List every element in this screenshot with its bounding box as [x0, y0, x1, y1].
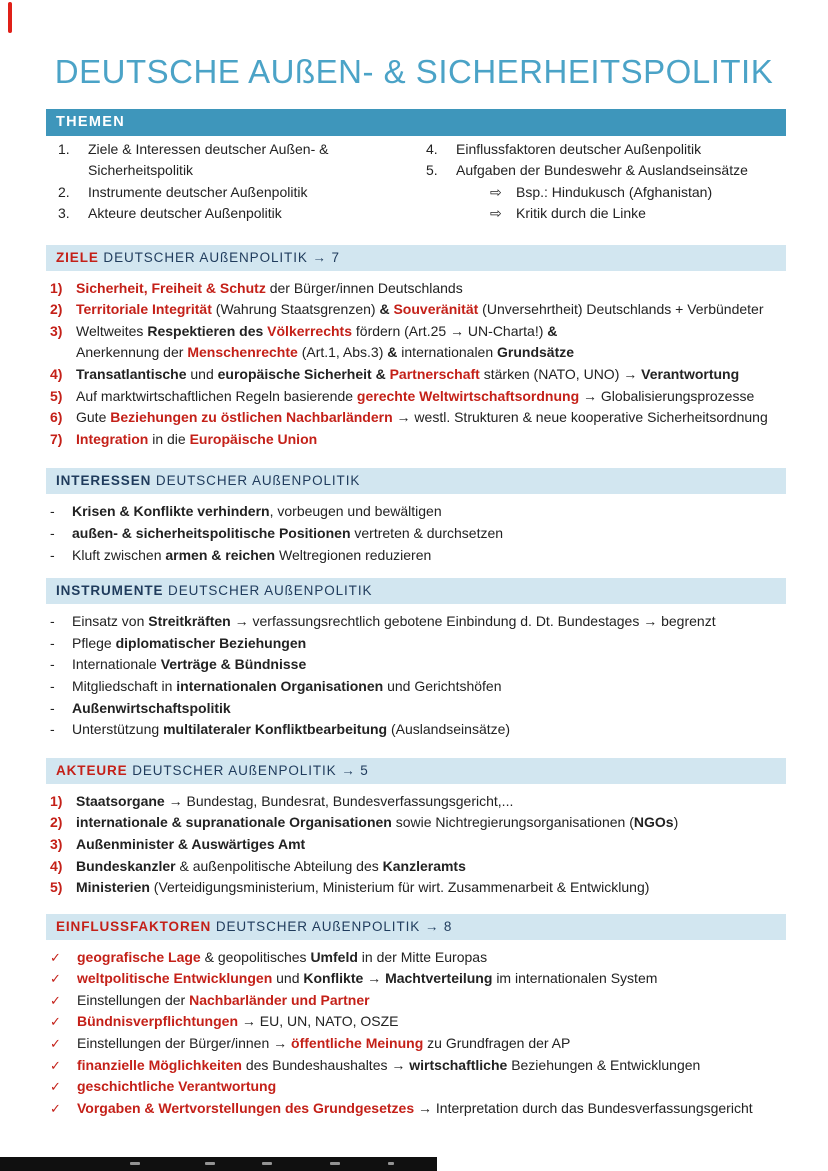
text-segment: Souveränität	[393, 301, 483, 318]
text-segment: 7	[326, 249, 340, 265]
text-segment: internationale & supranationale Organisationen	[76, 814, 396, 831]
item-number: 4.	[426, 141, 438, 157]
text-segment: Internationale	[72, 656, 161, 673]
themen-column-left	[46, 139, 426, 225]
item-marker: -	[50, 656, 55, 673]
item-marker: 3)	[50, 835, 63, 852]
text-segment: DEUTSCHER AUßENPOLITIK	[211, 918, 425, 934]
checkmark-icon: ✓	[50, 1100, 61, 1116]
list-item	[46, 812, 828, 834]
text-segment: DEUTSCHER AUßENPOLITIK	[163, 583, 373, 599]
text-segment: EU, UN, NATO, OSZE	[259, 1013, 399, 1030]
item-text: Sicherheitspolitik	[88, 162, 194, 179]
text-segment: Globalisierungsprozesse	[600, 387, 755, 404]
text-segment: Weltregionen reduzieren	[278, 546, 432, 563]
text-segment: und	[190, 366, 218, 382]
text-segment: Einstellungen der Bürger/innen	[77, 1035, 274, 1052]
text-segment: Auf marktwirtschaftlichen Regeln basierende	[76, 387, 357, 404]
text-segment: Transatlantische	[76, 366, 191, 382]
text-segment: →	[450, 322, 465, 339]
item-marker: -	[50, 524, 55, 541]
text-segment: Kluft zwischen	[72, 546, 166, 563]
text-segment: Völkerrechts	[267, 322, 356, 339]
text-segment: vertreten & durchsetzen	[354, 524, 504, 541]
list-item	[46, 407, 828, 429]
text-segment: Pflege	[72, 634, 116, 651]
text-segment: multilateraler Konfliktbearbeitung	[163, 721, 391, 738]
section-list	[46, 271, 828, 451]
text-segment: Mitgliedschaft in	[72, 677, 177, 694]
text-segment: UN-Charta!)	[464, 322, 548, 339]
item-text	[76, 856, 466, 878]
item-text	[76, 386, 754, 408]
item-text	[72, 654, 306, 676]
item-text	[72, 545, 431, 567]
section-header	[46, 245, 786, 271]
text-segment: DEUTSCHER AUßENPOLITIK	[98, 249, 313, 265]
text-segment: Bundeskanzler	[76, 857, 180, 874]
list-item	[46, 877, 828, 899]
section-header	[46, 758, 786, 784]
item-marker: 1)	[50, 792, 63, 809]
list-item	[46, 791, 828, 813]
text-segment: wirtschaftliche	[409, 1056, 512, 1073]
item-text	[76, 407, 768, 429]
text-segment: Menschenrechte	[187, 344, 302, 361]
text-segment: (Wahrung Staatsgrenzen)	[215, 301, 380, 318]
list-item	[46, 278, 828, 300]
list-item	[58, 182, 426, 203]
text-segment: →	[273, 1035, 292, 1052]
item-number: 5.	[426, 162, 438, 179]
text-segment: im internationalen System	[496, 970, 658, 987]
text-segment: →	[418, 1099, 436, 1116]
text-segment: außen- & sicherheitspolitische Positionen	[72, 524, 355, 541]
item-number: 2.	[58, 183, 70, 200]
item-text: Einflussfaktoren deutscher Außenpolitik	[456, 141, 702, 157]
list-item	[46, 523, 828, 545]
item-number: 1.	[58, 141, 70, 157]
pen-mark-annotation	[8, 2, 12, 33]
item-marker: -	[50, 503, 55, 520]
list-item	[46, 654, 828, 676]
list-item	[58, 139, 426, 160]
themen-list	[46, 136, 828, 225]
text-segment: (Unversehrtheit) Deutschlands + Verbündeter	[482, 301, 764, 318]
item-text	[77, 1098, 753, 1120]
text-segment: des Bundeshaushaltes	[245, 1056, 392, 1073]
item-marker: -	[50, 546, 55, 563]
text-segment: NGOs	[633, 814, 674, 831]
item-text	[77, 947, 487, 969]
text-segment: Bündnisverpflichtungen	[77, 1013, 242, 1030]
text-segment: →	[391, 1056, 410, 1073]
list-item	[46, 501, 828, 523]
text-segment: Grundsätze	[497, 344, 575, 361]
text-segment: →	[583, 387, 601, 404]
text-segment: & geopolitisches	[204, 948, 311, 965]
list-item	[46, 611, 828, 633]
text-segment: →	[234, 613, 253, 630]
text-segment: Gute	[76, 409, 111, 426]
text-segment: Machtverteilung	[385, 970, 497, 987]
text-segment: Ministerien	[76, 879, 154, 896]
item-marker: 5)	[50, 387, 63, 404]
checkmark-icon: ✓	[50, 1079, 61, 1095]
item-marker: 4)	[50, 366, 63, 382]
item-text: Bsp.: Hindukusch (Afghanistan)	[516, 183, 713, 200]
text-segment: und	[276, 970, 304, 987]
checkmark-icon: ✓	[50, 992, 61, 1008]
text-segment: , vorbeugen und bewältigen	[269, 503, 442, 520]
themen-header-label: THEMEN	[56, 114, 126, 130]
item-text	[76, 791, 513, 813]
checkmark-icon: ✓	[50, 1057, 61, 1073]
text-segment: Territoriale Integrität	[76, 301, 216, 318]
checkmark-icon: ✓	[50, 949, 61, 965]
list-item	[46, 1076, 828, 1098]
arrow-right-icon: ⇨	[490, 183, 502, 200]
text-segment: diplomatischer Beziehungen	[115, 634, 307, 651]
text-segment: →	[341, 762, 356, 778]
item-text	[77, 1076, 276, 1098]
item-marker: 2)	[50, 301, 63, 318]
text-segment: Sicherheit, Freiheit & Schutz	[76, 279, 270, 296]
text-segment: geschichtliche Verantwortung	[77, 1078, 277, 1095]
text-segment: Integration	[76, 430, 153, 447]
text-segment: INSTRUMENTE	[56, 583, 164, 599]
item-text: Kritik durch die Linke	[516, 205, 646, 222]
list-item	[46, 1055, 828, 1077]
text-segment: (Auslandseinsätze)	[391, 721, 511, 738]
list-item	[426, 139, 828, 160]
list-item	[46, 990, 828, 1012]
arrow-right-icon: ⇨	[490, 205, 502, 222]
text-segment: Staatsorgane	[76, 792, 169, 809]
text-segment: internationalen	[401, 344, 498, 361]
list-item	[426, 160, 828, 181]
list-item	[46, 299, 828, 321]
text-segment: Verträge & Bündnisse	[160, 656, 307, 673]
item-text	[76, 834, 305, 856]
item-text: Instrumente deutscher Außenpolitik	[88, 183, 308, 200]
list-item	[58, 203, 426, 224]
item-text: Ziele & Interessen deutscher Außen- &	[88, 141, 329, 157]
item-marker: -	[50, 613, 55, 630]
list-item	[46, 947, 828, 969]
page-title: DEUTSCHE AUßEN- & SICHERHEITSPOLITIK	[54, 53, 774, 90]
text-segment: 8	[439, 918, 453, 934]
section-ziele	[0, 245, 828, 451]
list-item	[46, 321, 828, 343]
text-segment: gerechte Weltwirtschaftsordnung	[356, 387, 584, 404]
text-segment: Einsatz von	[72, 613, 149, 630]
text-segment: Vorgaben & Wertvorstellungen des Grundgesetzes	[77, 1099, 418, 1116]
text-segment: &	[387, 344, 402, 361]
bottom-bar-glyph	[130, 1162, 140, 1165]
item-marker: -	[50, 721, 55, 738]
text-segment: →	[367, 970, 386, 987]
text-segment: Beziehungen zu östlichen Nachbarländern	[110, 409, 397, 426]
item-text	[77, 1033, 570, 1055]
checkmark-icon: ✓	[50, 971, 61, 987]
text-segment: Respektieren des	[147, 322, 268, 339]
list-item	[58, 160, 426, 181]
list-item	[46, 633, 828, 655]
text-segment: Streitkräften	[148, 613, 235, 630]
text-segment: →	[623, 366, 642, 382]
item-text	[77, 1055, 700, 1077]
text-segment: (Art.1, Abs.3)	[301, 344, 388, 361]
bottom-bar-glyph	[388, 1162, 394, 1165]
text-segment: DEUTSCHER AUßENPOLITIK	[127, 762, 342, 778]
list-item	[46, 545, 828, 567]
text-segment: und Gerichtshöfen	[387, 677, 502, 694]
section-header	[46, 914, 786, 940]
text-segment: & außenpolitische Abteilung des	[179, 857, 383, 874]
text-segment: europäische Sicherheit &	[217, 366, 390, 382]
text-segment: →	[312, 249, 327, 265]
text-segment: sowie Nichtregierungsorganisationen (	[395, 814, 634, 831]
themen-header-bar	[46, 109, 786, 136]
item-text	[76, 429, 317, 451]
list-item	[46, 834, 828, 856]
item-text	[77, 990, 370, 1012]
text-segment: westl. Strukturen & neue kooperative Sicherheitsordnung	[414, 409, 768, 426]
text-segment: der Bürger/innen Deutschlands	[269, 279, 463, 296]
item-marker: 4)	[50, 857, 63, 874]
text-segment: Außenminister & Auswärtiges Amt	[76, 835, 306, 852]
text-segment: Unterstützung	[72, 721, 164, 738]
bottom-bar-glyph	[262, 1162, 272, 1165]
section-instrumente	[0, 578, 828, 741]
item-marker: 6)	[50, 409, 63, 426]
checkmark-icon: ✓	[50, 1036, 61, 1052]
text-segment: in der Mitte Europas	[361, 948, 488, 965]
section-list	[46, 494, 828, 566]
item-text	[76, 812, 678, 834]
text-segment: Anerkennung der	[76, 344, 188, 361]
text-segment: Einstellungen der	[77, 991, 190, 1008]
text-segment: →	[241, 1013, 260, 1030]
list-item	[46, 386, 828, 408]
item-text	[72, 523, 503, 545]
list-item	[46, 429, 828, 451]
bottom-bar-glyph	[330, 1162, 340, 1165]
item-text	[72, 676, 502, 698]
list-item	[46, 342, 828, 364]
item-text: Akteure deutscher Außenpolitik	[88, 205, 282, 222]
item-text	[72, 501, 442, 523]
themen-column-right	[426, 139, 828, 225]
section-list	[46, 940, 828, 1120]
text-segment: Umfeld	[310, 948, 362, 965]
section-list	[46, 784, 828, 899]
section-header	[46, 578, 786, 604]
text-segment: öffentliche Meinung	[291, 1035, 428, 1052]
list-item	[46, 364, 828, 386]
list-subitem	[426, 203, 828, 224]
item-marker: -	[50, 699, 55, 716]
item-text	[76, 342, 574, 364]
text-segment: )	[673, 814, 679, 831]
text-segment: &	[547, 322, 558, 339]
text-segment: finanzielle Möglichkeiten	[77, 1056, 246, 1073]
list-item	[46, 1033, 828, 1055]
text-segment: verfassungsrechtlich gebotene Einbindung d. Dt. Bundestages	[252, 613, 644, 630]
item-marker: 2)	[50, 814, 63, 831]
text-segment: Bundestag, Bundesrat, Bundesverfassungsgericht,...	[186, 792, 514, 809]
item-text	[72, 611, 716, 633]
text-segment: Weltweites	[76, 322, 148, 339]
bottom-bar-artifact	[0, 1157, 437, 1171]
item-text	[72, 719, 510, 741]
text-segment: zu Grundfragen der AP	[427, 1035, 571, 1052]
text-segment: Europäische Union	[189, 430, 318, 447]
text-segment: Partnerschaft	[389, 366, 484, 382]
item-text	[76, 321, 557, 343]
text-segment: EINFLUSSFAKTOREN	[56, 918, 212, 934]
text-segment: →	[643, 613, 662, 630]
text-segment: Verantwortung	[641, 366, 740, 382]
item-marker: 3)	[50, 322, 63, 339]
text-segment: begrenzt	[661, 613, 716, 630]
section-list	[46, 604, 828, 741]
text-segment: &	[379, 301, 394, 318]
text-segment: →	[168, 792, 187, 809]
text-segment: (Verteidigungsministerium, Ministerium für wirt. Zusammenarbeit & Entwicklung)	[153, 879, 650, 896]
text-segment: →	[424, 918, 440, 934]
text-segment: Nachbarländer und Partner	[189, 991, 370, 1008]
text-segment: Krisen & Konflikte verhindern	[72, 503, 270, 520]
text-segment: weltpolitische Entwicklungen	[77, 970, 277, 987]
item-marker	[50, 342, 76, 364]
section-interessen	[0, 468, 828, 566]
sections-container	[0, 245, 828, 1120]
item-text	[72, 698, 231, 720]
section-akteure	[0, 758, 828, 899]
item-text	[77, 968, 657, 990]
item-marker: 7)	[50, 430, 63, 447]
text-segment: fördern (Art.25	[355, 322, 451, 339]
list-item	[46, 1098, 828, 1120]
list-item	[46, 676, 828, 698]
checkmark-icon: ✓	[50, 1014, 61, 1030]
text-segment: armen & reichen	[165, 546, 279, 563]
text-segment: Kanzleramts	[382, 857, 466, 874]
item-marker: -	[50, 677, 55, 694]
text-segment: internationalen Organisationen	[176, 677, 388, 694]
item-number: 3.	[58, 205, 70, 222]
text-segment: stärken (NATO, UNO)	[483, 366, 624, 382]
text-segment: DEUTSCHER AUßENPOLITIK	[151, 473, 361, 489]
list-subitem	[426, 182, 828, 203]
item-number	[58, 160, 88, 181]
list-item	[46, 968, 828, 990]
text-segment: Beziehungen & Entwicklungen	[511, 1056, 701, 1073]
list-item	[46, 698, 828, 720]
text-segment: 5	[355, 762, 369, 778]
item-text: Aufgaben der Bundeswehr & Auslandseinsätze	[456, 162, 748, 179]
text-segment: geografische Lage	[77, 948, 205, 965]
item-text	[76, 278, 463, 300]
text-segment: in die	[152, 430, 190, 447]
item-text	[77, 1011, 399, 1033]
item-text	[76, 364, 739, 386]
bottom-bar-glyph	[205, 1162, 215, 1165]
item-marker: 1)	[50, 279, 63, 296]
item-marker: -	[50, 634, 55, 651]
item-marker: 5)	[50, 879, 63, 896]
text-segment: Konflikte	[303, 970, 368, 987]
list-item	[46, 1011, 828, 1033]
item-text	[76, 877, 649, 899]
text-segment: Außenwirtschaftspolitik	[72, 699, 231, 716]
item-text	[72, 633, 306, 655]
text-segment: INTERESSEN	[56, 473, 152, 489]
item-text	[76, 299, 764, 321]
text-segment: AKTEURE	[56, 762, 128, 778]
list-item	[46, 856, 828, 878]
text-segment: ZIELE	[56, 249, 99, 265]
section-einflussfaktoren	[0, 914, 828, 1120]
text-segment: Interpretation durch das Bundesverfassungsgericht	[435, 1099, 753, 1116]
list-item	[46, 719, 828, 741]
text-segment: →	[396, 409, 415, 426]
section-header	[46, 468, 786, 494]
